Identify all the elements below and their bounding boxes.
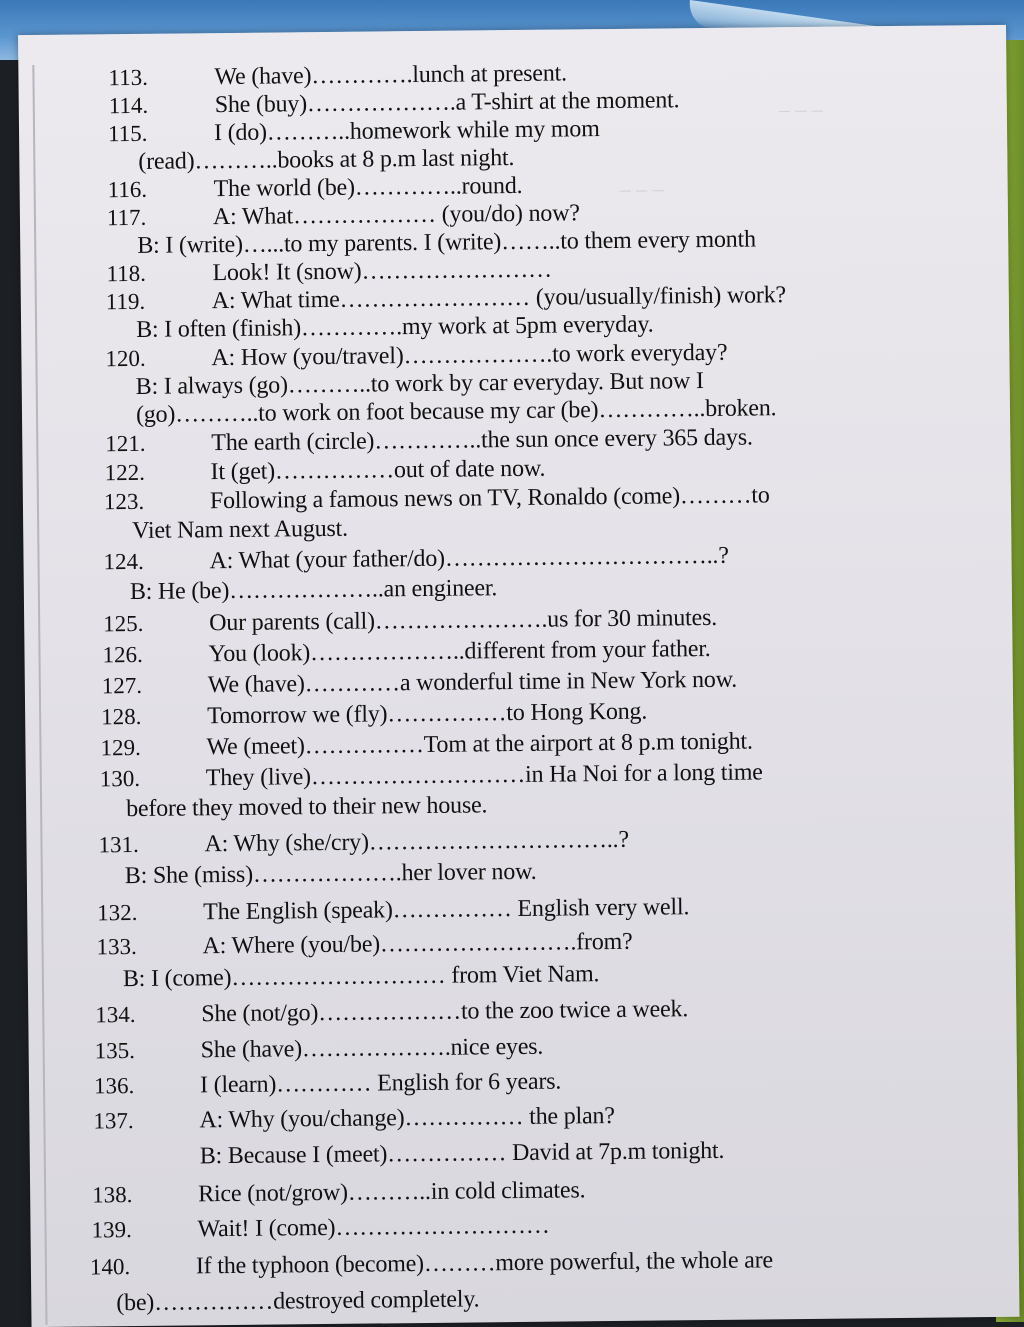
question-text: She (have)……………….nice eyes.	[200, 1033, 544, 1064]
question-number: 133.	[96, 933, 137, 960]
question-number: 115.	[107, 120, 148, 147]
question-number: 136.	[93, 1073, 135, 1099]
question-number: 118.	[106, 260, 147, 287]
question-number: 139.	[91, 1217, 132, 1243]
question-number: 134.	[95, 1001, 136, 1028]
exercise-list	[18, 25, 1019, 1327]
question-text: She (buy)……………….a T-shirt at the moment.	[214, 87, 680, 119]
question-text: The earth (circle)…………..the sun once every 365 days.	[211, 424, 753, 457]
worksheet-page	[18, 25, 1019, 1327]
question-text: B: I (come)……………………… from Viet Nam.	[122, 961, 600, 993]
question-text: A: Where (you/be)…………………….from?	[202, 928, 633, 960]
question-number: 131.	[98, 831, 139, 858]
bleed-through-text: _ _ _	[619, 168, 664, 194]
question-text: B: I always (go)………..to work by car everyday. But now I	[135, 368, 704, 400]
question-number: 114.	[108, 92, 149, 119]
question-text: (be)……………destroyed completely.	[116, 1286, 480, 1317]
question-text: A: How (you/travel)……………….to work everyday?	[211, 339, 728, 372]
question-text: before they moved to their new house.	[126, 792, 488, 823]
question-number: 135.	[94, 1038, 136, 1064]
question-text: We (meet)……………Tom at the airport at 8 p.m tonight.	[206, 728, 753, 761]
question-text: Wait! I (come)………………………	[197, 1212, 550, 1243]
question-text: A: What time…………………… (you/usually/finish) work?	[211, 282, 787, 315]
question-text: B: Because I (meet)…………… David at 7p.m tonight.	[199, 1137, 725, 1170]
question-number: 122.	[104, 459, 145, 486]
question-number: 123.	[103, 488, 145, 515]
question-text: The world (be)…………..round.	[213, 172, 523, 203]
question-text: A: What……………… (you/do) now?	[212, 200, 580, 231]
question-text: They (live)………………………in Ha Noi for a long time	[205, 759, 763, 792]
question-number: 140.	[89, 1254, 131, 1280]
question-number: 113.	[108, 64, 149, 91]
question-text: Rice (not/grow)………..in cold climates.	[198, 1177, 586, 1208]
question-number: 128.	[101, 703, 142, 730]
question-number: 130.	[99, 765, 141, 792]
question-text: B: She (miss)……………….her lover now.	[124, 858, 537, 890]
question-text: If the typhoon (become)………more powerful, the whole are	[195, 1247, 774, 1280]
question-text: It (get)……………out of date now.	[210, 455, 546, 486]
question-text: B: I often (finish)………….my work at 5pm everyday.	[135, 311, 654, 343]
question-text: (go)………..to work on foot because my car (be)…………..broken.	[135, 395, 777, 428]
question-text: You (look)………………..different from your father.	[208, 635, 711, 668]
bleed-through-text: _ _ _	[778, 88, 823, 115]
question-number: 117.	[106, 204, 147, 231]
question-text: A: What (your father/do)……………………………..?	[209, 542, 729, 575]
question-text: I (learn)………… English for 6 years.	[199, 1068, 562, 1099]
question-text: A: Why (you/change)…………… the plan?	[199, 1102, 615, 1134]
question-number: 127.	[101, 672, 143, 699]
question-number: 132.	[97, 899, 138, 926]
question-text: Following a famous news on TV, Ronaldo (come)………to	[209, 482, 770, 515]
question-text: B: I (write)…...to my parents. I (write)……..to them every month	[137, 226, 756, 259]
question-text: We (have)…………a wonderful time in New York now.	[207, 666, 738, 699]
question-text: I (do)………..homework while my mom	[213, 116, 600, 147]
question-text: Our parents (call)………………….us for 30 minutes.	[209, 604, 718, 637]
question-text: A: Why (she/cry)…………………………..?	[204, 826, 629, 858]
question-number: 129.	[100, 734, 141, 761]
question-number: 124.	[103, 548, 144, 575]
question-text: The English (speak)…………… English very well.	[203, 894, 690, 926]
question-text: She (not/go)………………to the zoo twice a week.	[201, 996, 689, 1028]
question-number: 138.	[92, 1182, 133, 1208]
question-number: 126.	[102, 641, 143, 668]
question-text: Viet Nam next August.	[132, 515, 349, 545]
question-number: 120.	[105, 345, 146, 372]
question-number: 116.	[107, 176, 148, 203]
question-text: Tomorrow we (fly)……………to Hong Kong.	[207, 698, 648, 730]
question-number: 125.	[103, 610, 144, 637]
question-text: We (have)………….lunch at present.	[214, 60, 568, 91]
question-text: Look! It (snow)……………………	[212, 256, 553, 287]
question-number: 137.	[93, 1108, 134, 1134]
question-text: B: He (be)………………..an engineer.	[129, 575, 498, 606]
question-number: 119.	[105, 288, 146, 315]
question-text: (read)………..books at 8 p.m last night.	[138, 144, 515, 175]
question-number: 121.	[105, 430, 146, 457]
